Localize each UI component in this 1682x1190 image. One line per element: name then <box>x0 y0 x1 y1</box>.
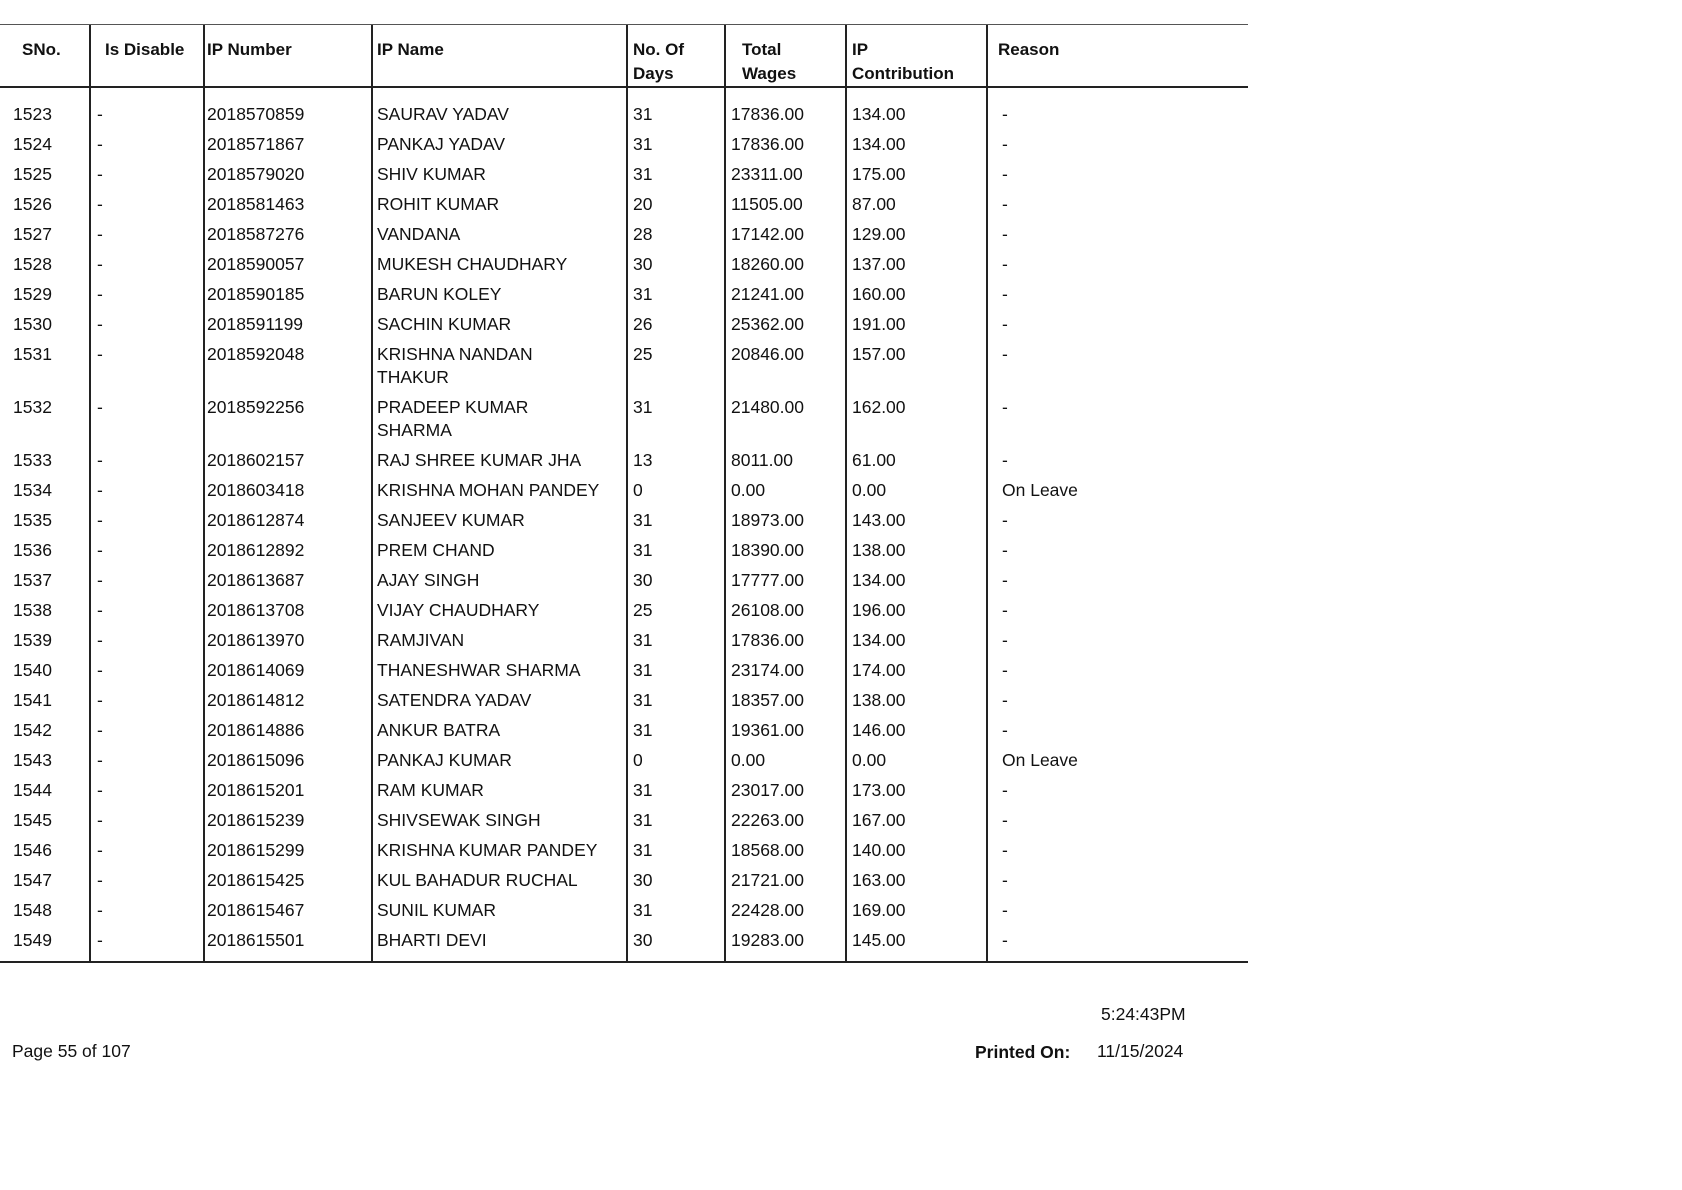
cell-reason: - <box>1002 840 1008 860</box>
cell-is-disable: - <box>97 164 103 184</box>
cell-wages: 18357.00 <box>731 690 804 710</box>
cell-days: 31 <box>633 630 653 650</box>
print-time: 5:24:43PM <box>1101 1004 1186 1024</box>
cell-is-disable: - <box>97 344 103 364</box>
cell-is-disable: - <box>97 284 103 304</box>
cell-wages: 8011.00 <box>731 450 793 470</box>
cell-ip-name: SHIV KUMAR <box>377 164 486 184</box>
table-row <box>0 749 1248 779</box>
cell-days: 20 <box>633 194 653 214</box>
table-row <box>0 223 1248 253</box>
cell-ip-name: SANJEEV KUMAR <box>377 510 525 530</box>
cell-contribution: 134.00 <box>852 104 906 124</box>
cell-contribution: 143.00 <box>852 510 906 530</box>
table-row <box>0 163 1248 193</box>
printed-on-label: Printed On: <box>975 1042 1071 1062</box>
cell-sno: 1528 <box>13 254 52 274</box>
cell-wages: 22263.00 <box>731 810 804 830</box>
cell-ip-name: ANKUR BATRA <box>377 720 501 740</box>
cell-sno: 1549 <box>13 930 52 950</box>
cell-ip-name: KRISHNA NANDAN THAKUR <box>377 344 533 387</box>
cell-ip-number: 2018603418 <box>207 480 305 500</box>
cell-is-disable: - <box>97 600 103 620</box>
cell-sno: 1532 <box>13 397 52 417</box>
cell-ip-number: 2018570859 <box>207 104 305 124</box>
cell-days: 31 <box>633 284 653 304</box>
cell-is-disable: - <box>97 397 103 417</box>
cell-sno: 1538 <box>13 600 52 620</box>
cell-reason: - <box>1002 540 1008 560</box>
table-row <box>0 103 1248 133</box>
cell-contribution: 0.00 <box>852 750 887 770</box>
cell-days: 13 <box>633 450 653 470</box>
cell-days: 25 <box>633 600 653 620</box>
header-contribution: IP Contribution <box>852 40 954 83</box>
cell-wages: 11505.00 <box>731 194 803 214</box>
cell-wages: 17836.00 <box>731 134 804 154</box>
header-is-disable: Is Disable <box>105 40 185 59</box>
cell-days: 26 <box>633 314 653 334</box>
table-row <box>0 809 1248 839</box>
cell-contribution: 175.00 <box>852 164 906 184</box>
header-reason: Reason <box>998 40 1060 59</box>
cell-ip-number: 2018592256 <box>207 397 305 417</box>
cell-ip-name: SACHIN KUMAR <box>377 314 512 334</box>
cell-days: 28 <box>633 224 653 244</box>
cell-is-disable: - <box>97 750 103 770</box>
cell-ip-number: 2018615425 <box>207 870 305 890</box>
cell-sno: 1530 <box>13 314 52 334</box>
cell-reason: - <box>1002 397 1008 417</box>
cell-reason: - <box>1002 660 1008 680</box>
cell-sno: 1536 <box>13 540 52 560</box>
cell-days: 31 <box>633 720 653 740</box>
cell-contribution: 61.00 <box>852 450 896 470</box>
cell-days: 30 <box>633 930 653 950</box>
cell-sno: 1539 <box>13 630 52 650</box>
cell-reason: - <box>1002 900 1008 920</box>
cell-days: 0 <box>633 750 643 770</box>
table-row <box>0 629 1248 659</box>
cell-ip-name: ROHIT KUMAR <box>377 194 500 214</box>
cell-wages: 20846.00 <box>731 344 804 364</box>
cell-ip-number: 2018612874 <box>207 510 305 530</box>
cell-ip-number: 2018587276 <box>207 224 305 244</box>
cell-ip-number: 2018602157 <box>207 450 305 470</box>
cell-contribution: 134.00 <box>852 134 906 154</box>
cell-ip-name: PRADEEP KUMAR SHARMA <box>377 397 529 440</box>
cell-sno: 1533 <box>13 450 52 470</box>
cell-days: 30 <box>633 570 653 590</box>
cell-wages: 17836.00 <box>731 104 804 124</box>
cell-wages: 18568.00 <box>731 840 804 860</box>
table-row <box>0 839 1248 869</box>
cell-ip-number: 2018591199 <box>207 314 304 334</box>
cell-ip-name: PANKAJ YADAV <box>377 134 506 154</box>
table-row <box>0 719 1248 749</box>
cell-ip-name: MUKESH CHAUDHARY <box>377 254 568 274</box>
cell-ip-name: VANDANA <box>377 224 461 244</box>
header-wages: Total Wages <box>742 40 797 83</box>
cell-ip-name: SATENDRA YADAV <box>377 690 532 710</box>
cell-reason: - <box>1002 344 1008 364</box>
cell-days: 30 <box>633 870 653 890</box>
cell-contribution: 196.00 <box>852 600 906 620</box>
cell-reason: - <box>1002 104 1008 124</box>
cell-wages: 25362.00 <box>731 314 804 334</box>
cell-ip-name: RAJ SHREE KUMAR JHA <box>377 450 582 470</box>
cell-is-disable: - <box>97 660 103 680</box>
cell-reason: - <box>1002 570 1008 590</box>
cell-contribution: 167.00 <box>852 810 906 830</box>
cell-reason: - <box>1002 194 1008 214</box>
cell-is-disable: - <box>97 540 103 560</box>
cell-ip-name: AJAY SINGH <box>377 570 480 590</box>
cell-days: 31 <box>633 164 653 184</box>
header-sno: SNo. <box>22 40 61 59</box>
cell-is-disable: - <box>97 134 103 154</box>
cell-days: 31 <box>633 134 653 154</box>
cell-is-disable: - <box>97 900 103 920</box>
cell-contribution: 157.00 <box>852 344 906 364</box>
cell-reason: - <box>1002 314 1008 334</box>
cell-wages: 26108.00 <box>731 600 804 620</box>
cell-ip-number: 2018613687 <box>207 570 305 590</box>
cell-wages: 19361.00 <box>731 720 804 740</box>
cell-wages: 17142.00 <box>731 224 804 244</box>
cell-contribution: 160.00 <box>852 284 906 304</box>
cell-sno: 1531 <box>13 344 52 364</box>
cell-ip-name: THANESHWAR SHARMA <box>377 660 581 680</box>
cell-ip-number: 2018612892 <box>207 540 305 560</box>
cell-days: 31 <box>633 540 653 560</box>
cell-is-disable: - <box>97 870 103 890</box>
cell-contribution: 129.00 <box>852 224 906 244</box>
table-row <box>0 869 1248 899</box>
cell-ip-number: 2018571867 <box>207 134 305 154</box>
cell-contribution: 138.00 <box>852 690 906 710</box>
cell-days: 31 <box>633 104 653 124</box>
table-row <box>0 599 1248 629</box>
cell-contribution: 145.00 <box>852 930 906 950</box>
cell-wages: 18260.00 <box>731 254 804 274</box>
cell-sno: 1543 <box>13 750 52 770</box>
cell-contribution: 173.00 <box>852 780 906 800</box>
cell-ip-number: 2018615201 <box>207 780 305 800</box>
cell-wages: 0.00 <box>731 480 766 500</box>
table-row <box>0 343 1248 396</box>
cell-days: 31 <box>633 780 653 800</box>
cell-sno: 1545 <box>13 810 52 830</box>
table-row <box>0 899 1248 929</box>
cell-contribution: 191.00 <box>852 314 906 334</box>
table-row <box>0 569 1248 599</box>
cell-reason: - <box>1002 134 1008 154</box>
cell-ip-number: 2018615096 <box>207 750 305 770</box>
cell-days: 31 <box>633 510 653 530</box>
cell-reason: - <box>1002 630 1008 650</box>
cell-reason: - <box>1002 284 1008 304</box>
cell-is-disable: - <box>97 104 103 124</box>
cell-wages: 21480.00 <box>731 397 804 417</box>
cell-ip-name: VIJAY CHAUDHARY <box>377 600 540 620</box>
cell-wages: 0.00 <box>731 750 766 770</box>
cell-is-disable: - <box>97 810 103 830</box>
table-row <box>0 659 1248 689</box>
header-ip-name: IP Name <box>377 40 444 59</box>
table-row <box>0 449 1248 479</box>
cell-is-disable: - <box>97 840 103 860</box>
page-number: Page 55 of 107 <box>12 1041 131 1061</box>
cell-is-disable: - <box>97 570 103 590</box>
table-header <box>0 25 1248 88</box>
cell-days: 31 <box>633 397 653 417</box>
cell-wages: 23311.00 <box>731 164 803 184</box>
cell-reason: - <box>1002 224 1008 244</box>
cell-is-disable: - <box>97 450 103 470</box>
cell-contribution: 163.00 <box>852 870 906 890</box>
cell-sno: 1537 <box>13 570 52 590</box>
cell-days: 0 <box>633 480 643 500</box>
table-row <box>0 133 1248 163</box>
printed-on-date: 11/15/2024 <box>1097 1041 1184 1061</box>
cell-ip-number: 2018613708 <box>207 600 305 620</box>
table-body <box>0 88 1248 961</box>
cell-is-disable: - <box>97 480 103 500</box>
table-row <box>0 283 1248 313</box>
table-row <box>0 396 1248 449</box>
cell-sno: 1525 <box>13 164 52 184</box>
cell-sno: 1524 <box>13 134 52 154</box>
cell-reason: On Leave <box>1002 750 1078 770</box>
cell-sno: 1541 <box>13 690 52 710</box>
cell-contribution: 146.00 <box>852 720 906 740</box>
cell-sno: 1540 <box>13 660 52 680</box>
cell-sno: 1547 <box>13 870 52 890</box>
cell-ip-number: 2018615239 <box>207 810 305 830</box>
cell-ip-name: KRISHNA MOHAN PANDEY <box>377 480 600 500</box>
cell-wages: 17777.00 <box>731 570 804 590</box>
cell-contribution: 169.00 <box>852 900 906 920</box>
cell-reason: - <box>1002 690 1008 710</box>
cell-ip-number: 2018615467 <box>207 900 305 920</box>
cell-wages: 18973.00 <box>731 510 804 530</box>
cell-days: 31 <box>633 810 653 830</box>
cell-ip-name: RAM KUMAR <box>377 780 484 800</box>
cell-sno: 1534 <box>13 480 52 500</box>
cell-is-disable: - <box>97 780 103 800</box>
cell-ip-number: 2018590057 <box>207 254 305 274</box>
cell-days: 31 <box>633 660 653 680</box>
cell-ip-name: PANKAJ KUMAR <box>377 750 512 770</box>
cell-ip-number: 2018614069 <box>207 660 305 680</box>
table-row <box>0 193 1248 223</box>
cell-contribution: 162.00 <box>852 397 906 417</box>
cell-is-disable: - <box>97 194 103 214</box>
table-row <box>0 929 1248 959</box>
table-row <box>0 253 1248 283</box>
cell-sno: 1544 <box>13 780 52 800</box>
table-row <box>0 479 1248 509</box>
cell-contribution: 87.00 <box>852 194 896 214</box>
cell-reason: - <box>1002 780 1008 800</box>
contribution-table <box>0 24 1248 963</box>
cell-ip-number: 2018613970 <box>207 630 305 650</box>
cell-ip-number: 2018614886 <box>207 720 305 740</box>
table-row <box>0 509 1248 539</box>
cell-contribution: 0.00 <box>852 480 887 500</box>
cell-reason: - <box>1002 720 1008 740</box>
cell-ip-name: SUNIL KUMAR <box>377 900 496 920</box>
cell-wages: 19283.00 <box>731 930 804 950</box>
cell-sno: 1535 <box>13 510 52 530</box>
cell-reason: - <box>1002 870 1008 890</box>
cell-wages: 18390.00 <box>731 540 804 560</box>
cell-is-disable: - <box>97 510 103 530</box>
cell-ip-name: KRISHNA KUMAR PANDEY <box>377 840 598 860</box>
cell-ip-number: 2018615501 <box>207 930 305 950</box>
cell-days: 25 <box>633 344 653 364</box>
cell-days: 31 <box>633 690 653 710</box>
table-row <box>0 689 1248 719</box>
header-ip-number: IP Number <box>207 40 292 59</box>
header-days: No. Of Days <box>633 40 684 83</box>
cell-ip-number: 2018592048 <box>207 344 305 364</box>
cell-contribution: 137.00 <box>852 254 906 274</box>
cell-ip-name: PREM CHAND <box>377 540 495 560</box>
cell-reason: On Leave <box>1002 480 1078 500</box>
cell-ip-number: 2018579020 <box>207 164 305 184</box>
cell-sno: 1542 <box>13 720 52 740</box>
cell-ip-number: 2018614812 <box>207 690 305 710</box>
table-row <box>0 779 1248 809</box>
cell-ip-name: RAMJIVAN <box>377 630 465 650</box>
cell-is-disable: - <box>97 930 103 950</box>
cell-is-disable: - <box>97 720 103 740</box>
cell-sno: 1523 <box>13 104 52 124</box>
cell-reason: - <box>1002 164 1008 184</box>
cell-contribution: 140.00 <box>852 840 906 860</box>
cell-wages: 21241.00 <box>731 284 804 304</box>
cell-ip-name: BARUN KOLEY <box>377 284 502 304</box>
cell-contribution: 134.00 <box>852 570 906 590</box>
cell-wages: 23017.00 <box>731 780 804 800</box>
cell-sno: 1546 <box>13 840 52 860</box>
cell-wages: 17836.00 <box>731 630 804 650</box>
cell-is-disable: - <box>97 314 103 334</box>
cell-ip-name: SAURAV YADAV <box>377 104 509 124</box>
cell-is-disable: - <box>97 690 103 710</box>
cell-days: 31 <box>633 900 653 920</box>
cell-days: 30 <box>633 254 653 274</box>
cell-ip-number: 2018615299 <box>207 840 305 860</box>
cell-sno: 1526 <box>13 194 52 214</box>
cell-ip-number: 2018581463 <box>207 194 305 214</box>
cell-sno: 1527 <box>13 224 52 244</box>
table-row <box>0 313 1248 343</box>
cell-reason: - <box>1002 254 1008 274</box>
cell-reason: - <box>1002 510 1008 530</box>
cell-sno: 1548 <box>13 900 52 920</box>
cell-reason: - <box>1002 600 1008 620</box>
cell-reason: - <box>1002 810 1008 830</box>
cell-ip-name: BHARTI DEVI <box>377 930 487 950</box>
cell-is-disable: - <box>97 630 103 650</box>
cell-wages: 22428.00 <box>731 900 804 920</box>
cell-contribution: 134.00 <box>852 630 906 650</box>
cell-reason: - <box>1002 450 1008 470</box>
cell-sno: 1529 <box>13 284 52 304</box>
cell-is-disable: - <box>97 224 103 244</box>
cell-days: 31 <box>633 840 653 860</box>
cell-ip-number: 2018590185 <box>207 284 305 304</box>
cell-ip-name: SHIVSEWAK SINGH <box>377 810 541 830</box>
cell-reason: - <box>1002 930 1008 950</box>
cell-contribution: 138.00 <box>852 540 906 560</box>
cell-contribution: 174.00 <box>852 660 906 680</box>
cell-wages: 21721.00 <box>731 870 804 890</box>
cell-wages: 23174.00 <box>731 660 804 680</box>
cell-ip-name: KUL BAHADUR RUCHAL <box>377 870 578 890</box>
cell-is-disable: - <box>97 254 103 274</box>
table-row <box>0 539 1248 569</box>
